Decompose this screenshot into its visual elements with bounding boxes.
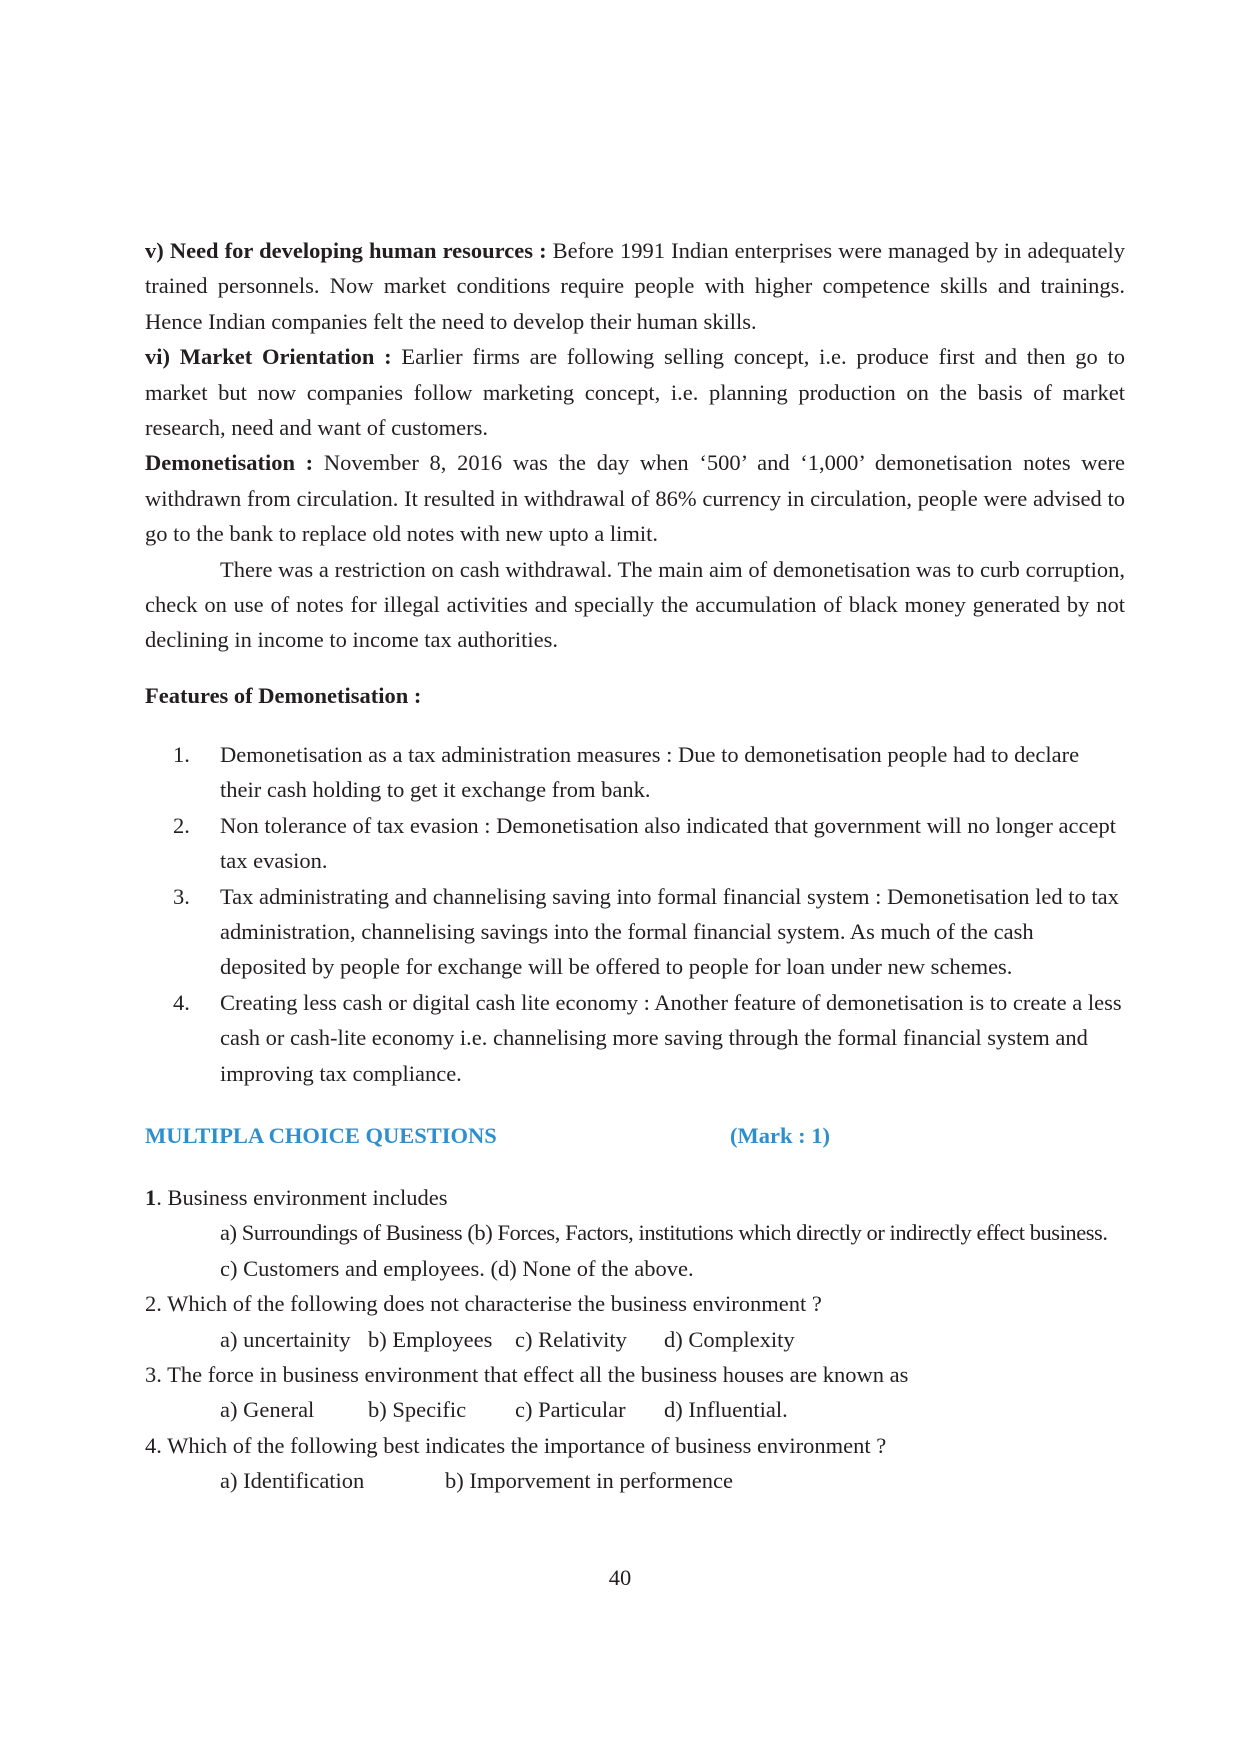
question-4: 4. Which of the following best indicates the importance of business environment ? [145,1432,887,1458]
list-item-number: 2. [173,812,190,838]
paragraph-restriction [145,552,1125,658]
paragraph-text: There was a restriction on cash withdrawal. The main aim of demonetisation was to curb corruption, check on use of notes for illegal activities and specially the accumulation of black money generated by not declining in income to income tax authorities. [145,556,1125,653]
question-list [145,1180,1125,1499]
option-a: a) General [220,1397,315,1423]
paragraph-text: Earlier firms are following selling concept, i.e. produce first and then go to market but now companies follow marketing concept, i.e. planning production on the basis of market research, need and want of customers. [145,344,1125,441]
option-b: b) Employees [368,1326,493,1352]
option-c: c) Relativity [515,1326,627,1352]
page-number: 40 [608,1565,632,1590]
mcq-mark: (Mark : 1) [730,1123,830,1148]
paragraph-text: November 8, 2016 was the day when ‘500’ and ‘1,000’ demonetisation notes were withdrawn from circulation. It resulted in withdrawal of 86% currency in circulation, people were advised to go to the bank to replace old notes with new upto a limit. [145,450,1125,547]
features-list [145,737,1125,1091]
features-heading: Features of Demonetisation : [145,683,422,708]
list-item-text: Creating less cash or digital cash lite economy : Another feature of demonetisation is to create a less cash or cash-lite economy i.e. channelising more saving through the formal financial system and improving tax compliance. [220,989,1122,1086]
question-number: 1 [145,1185,157,1210]
paragraph-demonetisation [145,445,1125,551]
question-4-options [145,1463,1125,1498]
list-item-number: 1. [173,742,190,767]
paragraph-lead: Demonetisation : [145,450,314,476]
list-item-text: Tax administrating and channelising saving into formal financial system : Demonetisation led to tax administration, channelising savings into the formal financial system. As much of the cash deposited by people for exchange will be offered to people for loan under new schemes. [220,883,1119,980]
question-2-options [145,1322,1125,1357]
paragraph-text: Before 1991 Indian enterprises were managed by in adequately trained personnels. Now market conditions require people with higher competence skills and trainings. Hence Indian companies felt the need to develop their human skills. [145,238,1125,334]
mcq-title: MULTIPLA CHOICE QUESTIONS [145,1123,497,1148]
body-text [145,233,1125,658]
question-3-options [145,1392,1125,1427]
option-d: d) Complexity [664,1326,795,1352]
question-1-options-line-2: c) Customers and employees. (d) None of the above. [220,1255,694,1281]
option-a: a) Identification [220,1468,365,1494]
question-text: . Business environment includes [156,1185,448,1210]
paragraph-human-resources [145,233,1125,339]
list-item-number: 3. [173,883,190,909]
question-1 [145,1180,1125,1215]
list-item [145,737,1125,808]
question-1-options-line-1: a) Surroundings of Business (b) Forces, Factors, institutions which directly or indirectly effect business. [220,1220,1108,1246]
option-a: a) uncertainity [220,1326,351,1352]
list-item [145,985,1125,1091]
paragraph-lead: vi) Market Orientation : [145,344,392,370]
list-item-number: 4. [173,989,190,1015]
list-item-text: Demonetisation as a tax administration measures : Due to demonetisation people had to declare their cash holding to get it exchange from bank. [220,742,1080,803]
mcq-heading [145,1118,1125,1153]
option-b: b) Imporvement in performence [445,1468,734,1494]
list-item [145,879,1125,985]
option-d: d) Influential. [664,1397,788,1423]
list-item-text: Non tolerance of tax evasion : Demonetisation also indicated that government will no longer accept tax evasion. [220,812,1116,874]
paragraph-lead: v) Need for developing human resources : [145,238,547,263]
paragraph-market-orientation [145,339,1125,445]
list-item [145,808,1125,879]
option-c: c) Particular [515,1397,626,1423]
question-2: 2. Which of the following does not characterise the business environment ? [145,1291,822,1317]
option-b: b) Specific [368,1397,467,1423]
question-3: 3. The force in business environment that effect all the business houses are known as [145,1362,909,1388]
